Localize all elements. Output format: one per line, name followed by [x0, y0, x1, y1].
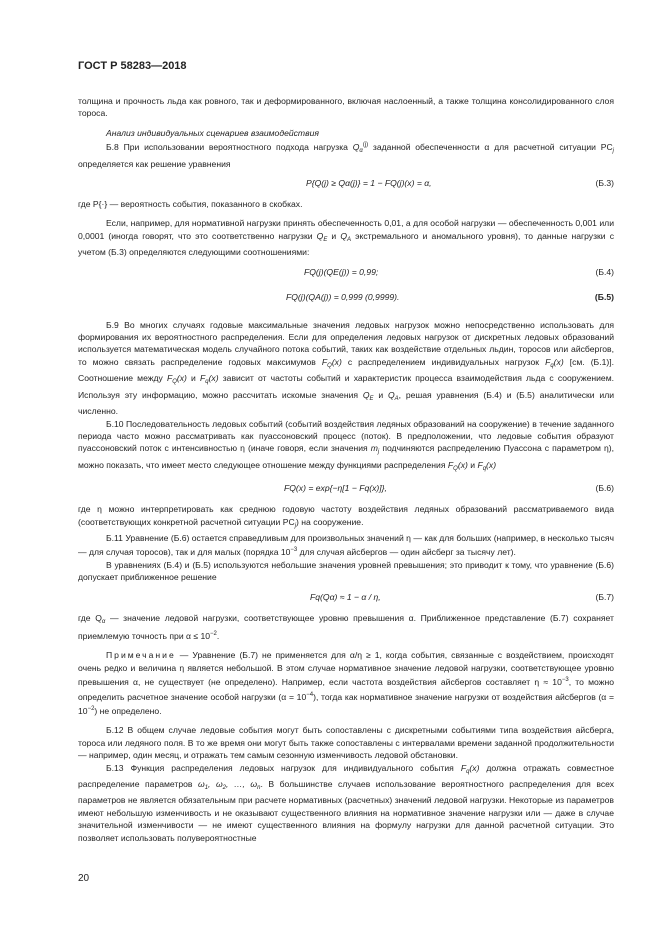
equation-b3 [78, 173, 614, 195]
paragraph-b11: Б.11 Уравнение (Б.6) остается справедливым для произвольных значений η — как для больших (например, в несколько тысяч — для случая торосов), так и для малых (порядка $10^{-3}$ для случая айсбергов — один айсберг за тысячу лет). [78, 532, 614, 558]
equation-b4-number: (Б.4) [595, 266, 614, 277]
paragraph-b8: Б.8 При использовании вероятностного подхода нагрузка $Q_\alpha^{(j)}$ заданной обеспеченности α для расчетной ситуации $PC_j$ определяется как решение уравнения [78, 142, 615, 169]
paragraph-b10: Б.10 Последовательность ледовых событий (событий воздействия ледяных образований на сооружение) в течение заданного периода часто можно рассматривать как пуассоновский процесс (поток). В предположении, что ледовые события образуют пуассоновский поток с интенсивностью η (иначе говоря, если значения $m_j$ подчиняются распределению Пуассона с параметром η), можно показать, что имеет место следующее отношение между функциями распределения $F_Q(x)$ и $F_q(x)$ [78, 418, 614, 472]
equation-b7-number: (Б.7) [595, 591, 614, 602]
page-number: 20 [78, 873, 90, 884]
equation-b3-number: (Б.3) [595, 178, 614, 189]
equation-b3-formula: P{Q(j) ≥ Qα(j)} = 1 − FQ(j)(x) = α, [306, 178, 432, 189]
document-header: ГОСТ Р 58283—2018 [78, 60, 187, 72]
equation-b4-formula: FQ(j)(QE(j)) = 0,99; [304, 266, 379, 277]
equation-b6-number: (Б.6) [595, 483, 614, 494]
equation-b7-formula: Fq(Qα) ≈ 1 − α / η, [310, 591, 381, 602]
section-heading: Анализ индивидуальных сценариев взаимодействия [106, 127, 319, 138]
paragraph-b12: Б.12 В общем случае ледовые события могут быть сопоставлены с дискретными событиями типа воздействия айсберга, тороса или ледяного поля. В то же время они могут быть также сопоставлены с интервалами времени заданной продолжительности — например, один месяц, и отражать тем самым сезонную изменчивость ледовой обстановки. [78, 725, 614, 761]
note-label: Примечание [106, 650, 176, 661]
paragraph-b13: Б.13 Функция распределения ледовых нагрузок для индивидуального события $F_q(x)$ должна отражать совместное распределение параметров $\omega_1$, $\omega_2$, …, $\omega_n$. В большинстве случаев использование вероятностного распределения для всех параметров не является обязательным при расчете нормативных (расчетных) значений ледовой нагрузки. Некоторые из параметров имеют небольшую изменчивость и не оказывают существенного влияния на нормативное значение нагрузки или — даже в случае значительной изменчивости — не имеют существенного влияния на формулу нагрузки для данной расчетной ситуации. Это позволяет использовать полувероятностные [78, 762, 614, 843]
paragraph-where-q: где $Q_\alpha$ — значение ледовой нагрузки, соответствующее уровню превышения α. Приближенное представление (Б.7) сохраняет приемлемую точность при $\alpha \le 10^{-2}$. [78, 612, 614, 641]
equation-b5-formula: FQ(j)(QA(j)) = 0,999 (0,9999). [286, 291, 400, 302]
document-body [78, 95, 614, 844]
paragraph-ice-thickness: толщина и прочность льда как ровного, так и деформированного, включая наслоенный, а также толщина консолидированного слоя тороса. [78, 96, 614, 119]
paragraph-example: Если, например, для нормативной нагрузки принять обеспеченность 0,01, а для особой нагрузки — обеспеченность 0,001 или 0,0001 (иногда говорят, что это соответственно нагрузки $Q_E$ и $Q_A$ экстремального и аномального уровня), то данные нагрузки с учетом (Б.3) определяются следующими соотношениями: [78, 218, 614, 258]
equation-b6 [78, 478, 614, 500]
equation-b7 [78, 587, 614, 609]
equation-b4 [78, 262, 614, 284]
paragraph-b9: Б.9 Во многих случаях годовые максимальные значения ледовых нагрузок можно непосредственно использовать для формирования их вероятностного распределения. Если для определения ледовых нагрузок от дискретных ледовых образований используется математическая модель случайного потока событий, таких как воздействие отдельных льдин, торосов или айсбергов, то можно связать распределение годовых максимумов $F_Q(x)$ с распределением индивидуальных нагрузок $F_q(x)$ [см. (Б.1)]. Соотношение между $F_Q(x)$ и $F_q(x)$ зависит от частоты событий и характеристик процесса взаимодействия льда с сооружением. Используя эту информацию, можно рассчитать искомые значения $Q_E$ и $Q_A$, решая уравнения (Б.4) и (Б.5) аналитически или численно. [78, 319, 615, 417]
equation-b5-number: (Б.5) [594, 291, 614, 302]
equation-b6-formula: FQ(x) = exp{−η[1 − Fq(x)]}, [284, 483, 387, 494]
equation-b5 [78, 287, 614, 309]
paragraph-where-p: где P{·} — вероятность события, показанного в скобках. [78, 199, 303, 210]
paragraph-small-levels: В уравнениях (Б.4) и (Б.5) используются небольшие значения уровней превышения; это приводит к тому, что уравнение (Б.6) допускает приближенное решение [78, 559, 614, 583]
note-paragraph: Примечание — Уравнение (Б.7) не применяется для α/η ≥ 1, когда события, связанные с воздействием, происходят очень редко и величина η является небольшой. В этом случае нормативное значение ледовой нагрузки, соответствующее уровню превышения α, не существует (не определено). Например, если частота воздействия айсбергов составляет $\eta \approx 10^{-3}$, то можно определить расчетное значение особой нагрузки $(\alpha = 10^{-4})$, тогда как нормативное значение нагрузки от воздействия айсбергов $(\alpha = 10^{-2})$ не определено. [78, 650, 614, 716]
paragraph-where-eta: где η можно интерпретировать как среднюю годовую частоту воздействия ледяных образований рассматриваемого вида (соответствующих конкретной расчетной ситуации $PC_j$) на сооружение. [78, 504, 614, 529]
